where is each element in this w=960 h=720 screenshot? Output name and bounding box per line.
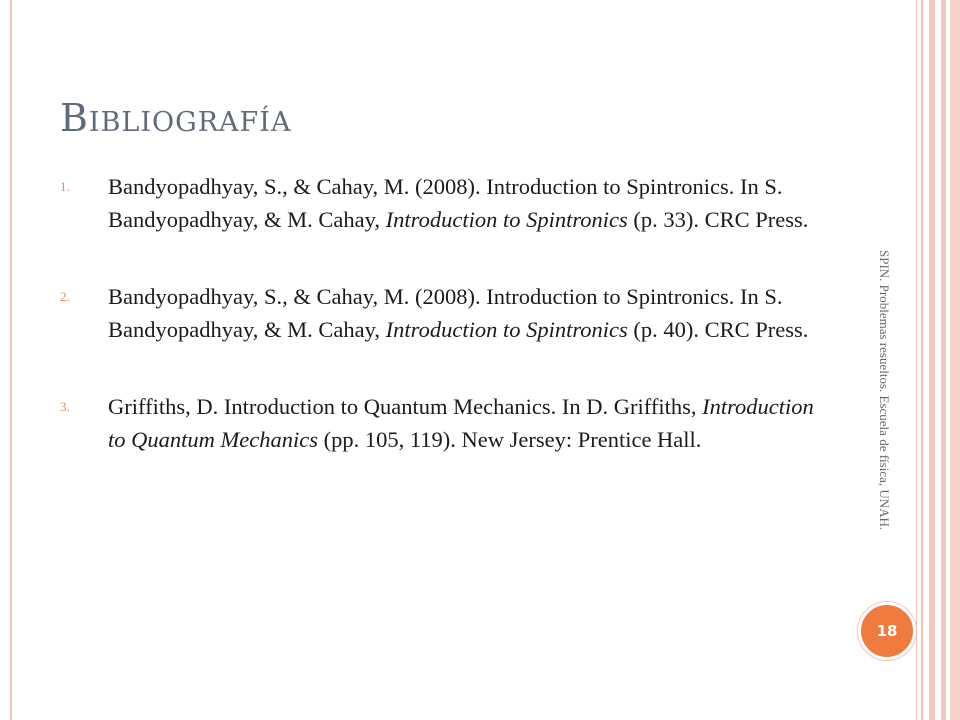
entry-text-part2: (p. 33). CRC Press.: [627, 207, 809, 232]
entry-text-part1: Bandyopadhyay, S., & Cahay, M. (2008). Introduction to Spintronics. In S. Bandyopadhyay, & M. Cahay,: [108, 284, 783, 342]
bibliography-list: [60, 170, 820, 500]
bibliography-entry: [60, 170, 820, 236]
right-stripe: [941, 0, 946, 720]
entry-number: 1.: [60, 179, 70, 194]
side-footer-note: SPIN. Problemas resueltos. Escuela de física, UNAH.: [877, 250, 892, 531]
entry-title-italic: Introduction to Quantum Mechanics: [108, 394, 814, 452]
bibliography-entry: [60, 280, 820, 346]
entry-text: [108, 280, 820, 346]
entry-text: [108, 170, 820, 236]
entry-text-part2: (p. 40). CRC Press.: [627, 317, 809, 342]
entry-number: 3.: [60, 399, 70, 414]
page-number-badge: 18: [858, 602, 916, 660]
entry-text-part2: (pp. 105, 119). New Jersey: Prentice Hall.: [317, 427, 702, 452]
slide-title: Bibliografía: [60, 96, 292, 140]
right-stripe: [916, 0, 917, 720]
right-stripe: [950, 0, 960, 720]
entry-text: [108, 390, 820, 456]
entry-text-part1: Griffiths, D. Introduction to Quantum Mechanics. In D. Griffiths,: [108, 394, 703, 419]
entry-text-part1: Bandyopadhyay, S., & Cahay, M. (2008). Introduction to Spintronics. In S. Bandyopadhyay, & M. Cahay,: [108, 174, 783, 232]
entry-title-italic: Introduction to Spintronics: [385, 207, 628, 232]
right-stripe: [921, 0, 923, 720]
entry-number: 2.: [60, 289, 70, 304]
bibliography-entry: [60, 390, 820, 456]
right-stripe: [929, 0, 935, 720]
left-border-line: [10, 0, 12, 720]
entry-title-italic: Introduction to Spintronics: [385, 317, 628, 342]
